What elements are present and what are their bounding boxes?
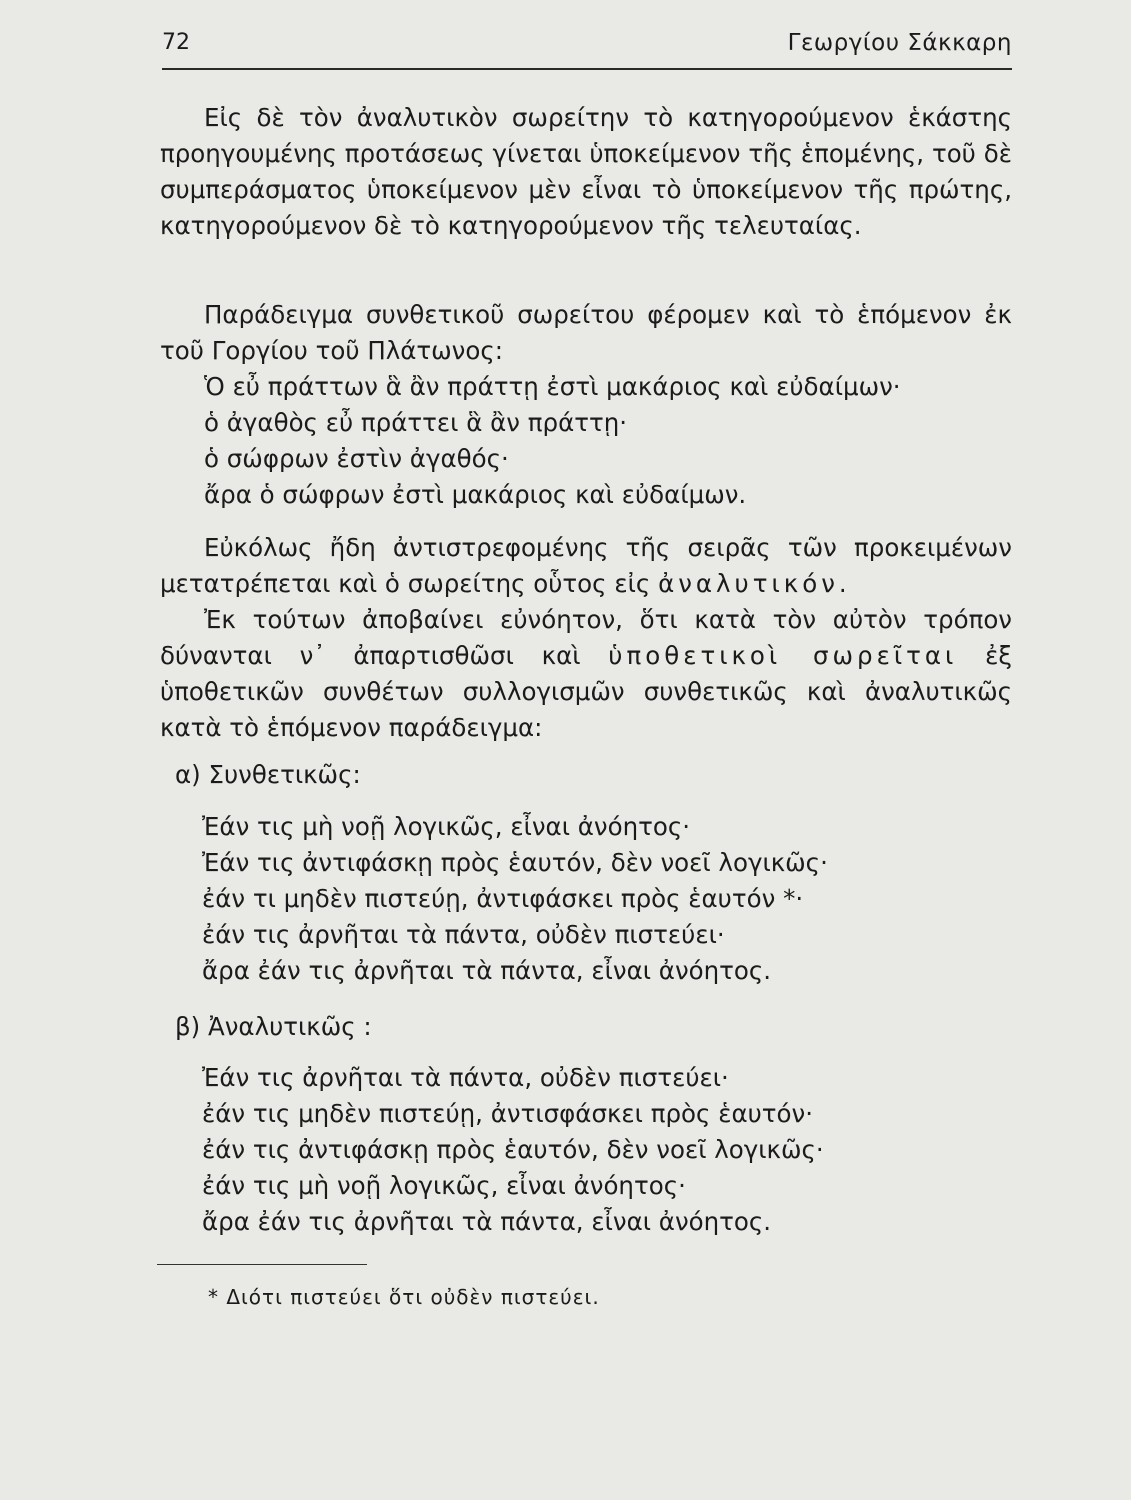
syllogism-line: Ἐάν τις ἀρνῆται τὰ πάντα, οὐδὲν πιστεύει· bbox=[202, 1063, 729, 1092]
paragraph-text: Εἰς δὲ τὸν ἀναλυτικὸν σωρείτην τὸ κατηγορούμενον ἑκάστης προηγουμένης προτάσεως γίνεται ὑποκείμενον τῆς ἑπομένης, τοῦ δὲ συμπεράσματος ὑποκείμενον μὲν εἶναι τὸ ὑποκείμενον τῆς πρώτης, κατηγορούμενον δὲ τὸ κατηγορούμενον τῆς τελευταίας. bbox=[160, 103, 1012, 240]
paragraph-text-end: . bbox=[838, 569, 847, 598]
page-header bbox=[162, 30, 1012, 64]
syllogism-line: ἄρα ἐάν τις ἀρνῆται τὰ πάντα, εἶναι ἀνόητος. bbox=[202, 1207, 772, 1236]
section-heading: α) Συνθετικῶς: bbox=[175, 760, 361, 789]
paragraph-example-intro bbox=[160, 297, 1012, 369]
syllogism-line: ἐάν τι μηδὲν πιστεύῃ, ἀντιφάσκει πρὸς ἑαυτόν *· bbox=[202, 884, 804, 913]
emphasized-term: ἀναλυτικόν bbox=[658, 569, 839, 598]
syllogism-line: Ἐάν τις ἀντιφάσκῃ πρὸς ἑαυτόν, δὲν νοεῖ λογικῶς· bbox=[202, 848, 828, 877]
gorgias-example bbox=[204, 369, 1012, 513]
section-analytic-lines bbox=[202, 1060, 1012, 1240]
section-synthetic-heading bbox=[175, 757, 1012, 793]
page-number: 72 bbox=[162, 30, 190, 55]
syllogism-line: Ἐάν τις μὴ νοῇ λογικῶς, εἶναι ἀνόητος· bbox=[202, 812, 691, 841]
example-line: Ὁ εὖ πράττων ἃ ἂν πράττῃ ἐστὶ μακάριος καὶ εὐδαίμων· bbox=[204, 372, 901, 401]
syllogism-line: ἐάν τις μὴ νοῇ λογικῶς, εἶναι ἀνόητος· bbox=[202, 1171, 686, 1200]
section-synthetic-lines bbox=[202, 809, 1012, 989]
paragraph-hypothetical-sorites bbox=[160, 602, 1012, 746]
example-line: ὁ σώφρων ἐστὶν ἀγαθός· bbox=[204, 444, 509, 473]
footnote: * Διότι πιστεύει ὅτι οὐδὲν πιστεύει. bbox=[208, 1285, 600, 1309]
running-title: Γεωργίου Σάκκαρη bbox=[787, 30, 1012, 56]
section-analytic-heading bbox=[175, 1009, 1012, 1045]
syllogism-line: ἐάν τις μηδὲν πιστεύῃ, ἀντισφάσκει πρὸς ἑαυτόν· bbox=[202, 1099, 813, 1128]
syllogism-line: ἄρα ἐάν τις ἀρνῆται τὰ πάντα, εἶναι ἀνόητος. bbox=[202, 956, 772, 985]
emphasized-term: ὑποθετικοὶ σωρεῖται bbox=[608, 641, 958, 670]
syllogism-line: ἐάν τις ἀντιφάσκῃ πρὸς ἑαυτόν, δὲν νοεῖ λογικῶς· bbox=[202, 1135, 824, 1164]
example-line: ὁ ἀγαθὸς εὖ πράττει ἃ ἂν πράττῃ· bbox=[204, 408, 628, 437]
paragraph-analytic-sorites bbox=[160, 100, 1012, 244]
header-rule bbox=[162, 68, 1012, 70]
syllogism-line: ἐάν τις ἀρνῆται τὰ πάντα, οὐδὲν πιστεύει· bbox=[202, 920, 725, 949]
paragraph-text: Παράδειγμα συνθετικοῦ σωρείτου φέρομεν καὶ τὸ ἑπόμενον ἐκ τοῦ Γοργίου τοῦ Πλάτωνος: bbox=[160, 300, 1012, 365]
paragraph-conversion bbox=[160, 530, 1012, 602]
section-heading: β) Ἀναλυτικῶς : bbox=[175, 1012, 372, 1041]
paragraph-text-end: ἐξ ὑποθετικῶν συνθέτων συλλογισμῶν συνθετικῶς καὶ ἀναλυτικῶς κατὰ τὸ ἑπόμενον παράδειγμα: bbox=[160, 641, 1012, 742]
paragraph-text: Ἐκ τούτων ἀποβαίνει εὐνόητον, ὅτι κατὰ τὸν αὐτὸν τρόπον δύνανται ν᾽ ἀπαρτισθῶσι καὶ bbox=[160, 605, 1012, 670]
paragraph-text: Εὐκόλως ἤδη ἀντιστρεφομένης τῆς σειρᾶς τῶν προκειμένων μετατρέπεται καὶ ὁ σωρείτης οὗτος εἰς bbox=[160, 533, 1012, 598]
footnote-rule bbox=[157, 1264, 367, 1265]
example-line: ἄρα ὁ σώφρων ἐστὶ μακάριος καὶ εὐδαίμων. bbox=[204, 480, 747, 509]
